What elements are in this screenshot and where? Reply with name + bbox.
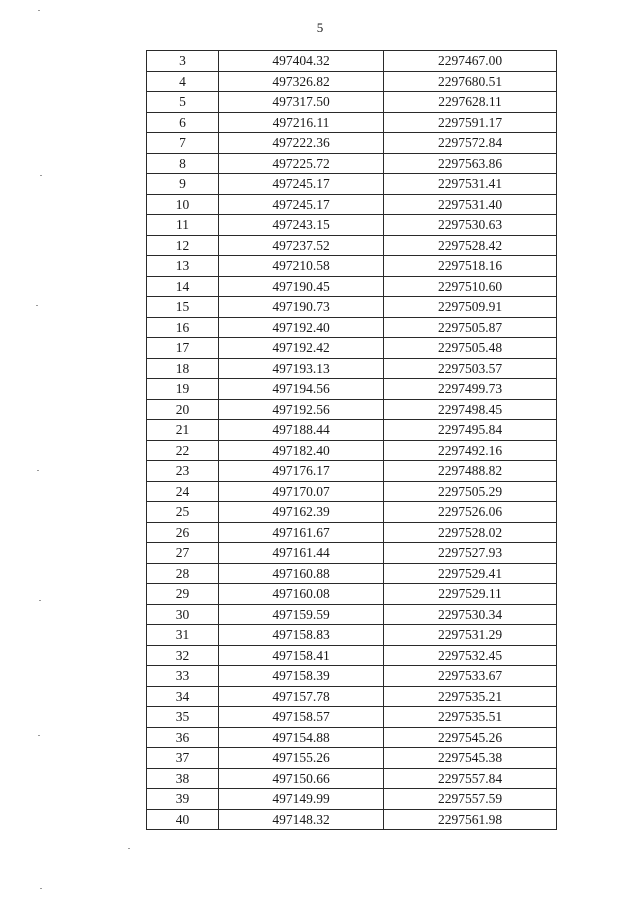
point-number-cell: 20	[147, 399, 219, 420]
point-number-cell: 32	[147, 645, 219, 666]
point-number-cell: 10	[147, 194, 219, 215]
x-coordinate-cell: 497150.66	[219, 768, 384, 789]
point-number-cell: 14	[147, 276, 219, 297]
scan-speck	[37, 470, 39, 471]
x-coordinate-cell: 497225.72	[219, 153, 384, 174]
y-coordinate-cell: 2297518.16	[384, 256, 557, 277]
point-number-cell: 24	[147, 481, 219, 502]
point-number-cell: 18	[147, 358, 219, 379]
y-coordinate-cell: 2297529.11	[384, 584, 557, 605]
y-coordinate-cell: 2297535.21	[384, 686, 557, 707]
x-coordinate-cell: 497190.73	[219, 297, 384, 318]
x-coordinate-cell: 497182.40	[219, 440, 384, 461]
table-row	[147, 768, 557, 789]
y-coordinate-cell: 2297498.45	[384, 399, 557, 420]
table-row	[147, 748, 557, 769]
y-coordinate-cell: 2297499.73	[384, 379, 557, 400]
coordinates-table	[146, 50, 557, 830]
table-row	[147, 399, 557, 420]
table-row	[147, 707, 557, 728]
y-coordinate-cell: 2297528.02	[384, 522, 557, 543]
scan-speck	[38, 10, 40, 11]
scan-speck	[40, 175, 42, 176]
y-coordinate-cell: 2297529.41	[384, 563, 557, 584]
x-coordinate-cell: 497326.82	[219, 71, 384, 92]
x-coordinate-cell: 497194.56	[219, 379, 384, 400]
y-coordinate-cell: 2297545.38	[384, 748, 557, 769]
point-number-cell: 34	[147, 686, 219, 707]
x-coordinate-cell: 497192.42	[219, 338, 384, 359]
y-coordinate-cell: 2297505.48	[384, 338, 557, 359]
y-coordinate-cell: 2297591.17	[384, 112, 557, 133]
point-number-cell: 13	[147, 256, 219, 277]
y-coordinate-cell: 2297680.51	[384, 71, 557, 92]
x-coordinate-cell: 497404.32	[219, 51, 384, 72]
y-coordinate-cell: 2297561.98	[384, 809, 557, 830]
point-number-cell: 25	[147, 502, 219, 523]
point-number-cell: 22	[147, 440, 219, 461]
y-coordinate-cell: 2297557.59	[384, 789, 557, 810]
table-row	[147, 153, 557, 174]
x-coordinate-cell: 497162.39	[219, 502, 384, 523]
table-row	[147, 174, 557, 195]
point-number-cell: 3	[147, 51, 219, 72]
point-number-cell: 21	[147, 420, 219, 441]
table-row	[147, 133, 557, 154]
table-row	[147, 358, 557, 379]
point-number-cell: 33	[147, 666, 219, 687]
y-coordinate-cell: 2297557.84	[384, 768, 557, 789]
y-coordinate-cell: 2297528.42	[384, 235, 557, 256]
x-coordinate-cell: 497149.99	[219, 789, 384, 810]
point-number-cell: 37	[147, 748, 219, 769]
x-coordinate-cell: 497245.17	[219, 174, 384, 195]
x-coordinate-cell: 497158.39	[219, 666, 384, 687]
scan-speck	[40, 888, 42, 889]
table-row	[147, 440, 557, 461]
x-coordinate-cell: 497216.11	[219, 112, 384, 133]
table-row	[147, 276, 557, 297]
y-coordinate-cell: 2297530.63	[384, 215, 557, 236]
x-coordinate-cell: 497158.41	[219, 645, 384, 666]
scan-speck	[39, 600, 41, 601]
table-row	[147, 481, 557, 502]
table-row	[147, 625, 557, 646]
point-number-cell: 28	[147, 563, 219, 584]
table-row	[147, 71, 557, 92]
y-coordinate-cell: 2297531.40	[384, 194, 557, 215]
y-coordinate-cell: 2297628.11	[384, 92, 557, 113]
scan-speck	[36, 305, 38, 306]
x-coordinate-cell: 497155.26	[219, 748, 384, 769]
point-number-cell: 31	[147, 625, 219, 646]
scan-speck	[38, 735, 40, 736]
x-coordinate-cell: 497237.52	[219, 235, 384, 256]
table-row	[147, 317, 557, 338]
y-coordinate-cell: 2297531.29	[384, 625, 557, 646]
point-number-cell: 6	[147, 112, 219, 133]
y-coordinate-cell: 2297509.91	[384, 297, 557, 318]
table-row	[147, 584, 557, 605]
table-row	[147, 112, 557, 133]
x-coordinate-cell: 497317.50	[219, 92, 384, 113]
point-number-cell: 11	[147, 215, 219, 236]
y-coordinate-cell: 2297488.82	[384, 461, 557, 482]
x-coordinate-cell: 497210.58	[219, 256, 384, 277]
x-coordinate-cell: 497222.36	[219, 133, 384, 154]
table-body	[147, 51, 557, 830]
y-coordinate-cell: 2297503.57	[384, 358, 557, 379]
x-coordinate-cell: 497160.88	[219, 563, 384, 584]
y-coordinate-cell: 2297510.60	[384, 276, 557, 297]
x-coordinate-cell: 497188.44	[219, 420, 384, 441]
point-number-cell: 36	[147, 727, 219, 748]
table-row	[147, 645, 557, 666]
table-row	[147, 563, 557, 584]
point-number-cell: 12	[147, 235, 219, 256]
x-coordinate-cell: 497154.88	[219, 727, 384, 748]
x-coordinate-cell: 497161.44	[219, 543, 384, 564]
x-coordinate-cell: 497148.32	[219, 809, 384, 830]
y-coordinate-cell: 2297527.93	[384, 543, 557, 564]
x-coordinate-cell: 497161.67	[219, 522, 384, 543]
point-number-cell: 19	[147, 379, 219, 400]
y-coordinate-cell: 2297572.84	[384, 133, 557, 154]
point-number-cell: 27	[147, 543, 219, 564]
table-row	[147, 502, 557, 523]
x-coordinate-cell: 497193.13	[219, 358, 384, 379]
x-coordinate-cell: 497245.17	[219, 194, 384, 215]
y-coordinate-cell: 2297492.16	[384, 440, 557, 461]
point-number-cell: 38	[147, 768, 219, 789]
table-row	[147, 235, 557, 256]
table-row	[147, 461, 557, 482]
table-row	[147, 686, 557, 707]
point-number-cell: 9	[147, 174, 219, 195]
table-row	[147, 604, 557, 625]
table-row	[147, 809, 557, 830]
y-coordinate-cell: 2297535.51	[384, 707, 557, 728]
x-coordinate-cell: 497158.83	[219, 625, 384, 646]
point-number-cell: 16	[147, 317, 219, 338]
point-number-cell: 39	[147, 789, 219, 810]
point-number-cell: 8	[147, 153, 219, 174]
table-row	[147, 215, 557, 236]
y-coordinate-cell: 2297505.29	[384, 481, 557, 502]
page-number: 5	[316, 20, 324, 35]
y-coordinate-cell: 2297530.34	[384, 604, 557, 625]
y-coordinate-cell: 2297526.06	[384, 502, 557, 523]
x-coordinate-cell: 497157.78	[219, 686, 384, 707]
y-coordinate-cell: 2297533.67	[384, 666, 557, 687]
table-row	[147, 338, 557, 359]
table-row	[147, 727, 557, 748]
point-number-cell: 23	[147, 461, 219, 482]
y-coordinate-cell: 2297505.87	[384, 317, 557, 338]
table-row	[147, 543, 557, 564]
point-number-cell: 29	[147, 584, 219, 605]
table-row	[147, 666, 557, 687]
table-row	[147, 297, 557, 318]
point-number-cell: 26	[147, 522, 219, 543]
point-number-cell: 17	[147, 338, 219, 359]
table-row	[147, 256, 557, 277]
point-number-cell: 4	[147, 71, 219, 92]
y-coordinate-cell: 2297563.86	[384, 153, 557, 174]
x-coordinate-cell: 497192.40	[219, 317, 384, 338]
point-number-cell: 40	[147, 809, 219, 830]
table-row	[147, 51, 557, 72]
point-number-cell: 5	[147, 92, 219, 113]
x-coordinate-cell: 497160.08	[219, 584, 384, 605]
point-number-cell: 35	[147, 707, 219, 728]
y-coordinate-cell: 2297545.26	[384, 727, 557, 748]
point-number-cell: 30	[147, 604, 219, 625]
x-coordinate-cell: 497190.45	[219, 276, 384, 297]
y-coordinate-cell: 2297495.84	[384, 420, 557, 441]
x-coordinate-cell: 497159.59	[219, 604, 384, 625]
table-row	[147, 194, 557, 215]
x-coordinate-cell: 497170.07	[219, 481, 384, 502]
x-coordinate-cell: 497243.15	[219, 215, 384, 236]
x-coordinate-cell: 497192.56	[219, 399, 384, 420]
x-coordinate-cell: 497158.57	[219, 707, 384, 728]
y-coordinate-cell: 2297532.45	[384, 645, 557, 666]
point-number-cell: 7	[147, 133, 219, 154]
y-coordinate-cell: 2297531.41	[384, 174, 557, 195]
x-coordinate-cell: 497176.17	[219, 461, 384, 482]
point-number-cell: 15	[147, 297, 219, 318]
table-row	[147, 789, 557, 810]
table-row	[147, 92, 557, 113]
scan-speck	[128, 848, 130, 849]
table-row	[147, 522, 557, 543]
y-coordinate-cell: 2297467.00	[384, 51, 557, 72]
table-row	[147, 420, 557, 441]
table-row	[147, 379, 557, 400]
